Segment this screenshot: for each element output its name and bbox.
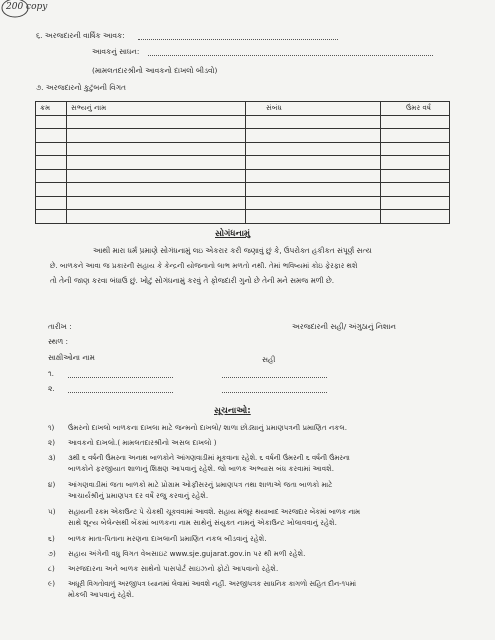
instruction-item: ૮) અરજદારના અને બાળક સાથેનો પાસપોર્ટ સાઇઝનો ફોટો આપવાનો રહેશે. [48, 564, 279, 573]
place-label: સ્થળ : [48, 337, 68, 346]
stamp-text: 200 copy [6, 2, 48, 12]
instruction-item: ૪) આંગણવાડીમાં જતા બાળકો માટે પ્રોગ્રામ ઓફીસરનું પ્રમાણપત્ર તથા શાળાએ જતા બાળકો માટે આચાર્યશ્રીનું પ્રમાણપત્ર દર વર્ષે રજુ કરવાનું રહેશે. [48, 480, 333, 500]
oath-heading: સોગંધનામું [215, 229, 251, 239]
stamp-circle-icon [0, 0, 30, 20]
income-source-label: આવકનું સાધન: [92, 47, 140, 56]
table-row [36, 115, 450, 129]
table-row [36, 142, 450, 156]
table-row [36, 210, 450, 224]
table-row [36, 129, 450, 143]
table-row [36, 196, 450, 210]
applicant-signature-label: અરજદારની સહી/ અંગુઠાનું નિશાન [292, 322, 396, 331]
witness-label: સાક્ષીઓના નામ [48, 353, 95, 362]
section7-title: ૭. અરજદારનો કુટુંબની વિગત [36, 83, 126, 92]
table-header-row [36, 102, 450, 116]
oath-para-line3: તો તેની જાણ કરવા બંધાઉ છું. ખોટું સોગંધનામું કરવું તે ફોજદારી ગુનો છે તેની મને સમજ મળી છે. [50, 276, 335, 285]
instruction-item: ૫) સહાયની રકમ એકાઉન્ટ પે ચેકથી ચૂકવવામાં આવશે. સહાય મંજૂર થયાબાદ અરજદાર બેંકમાં બાળક નામ સાથે શૂન્ય બેલેન્સથી બેંકમાં બાળકના નામ સાથેનું સંયુક્ત નામનું એકાઉન્ટ ખોલાવવાનું રહેશે. [48, 507, 361, 527]
income-source-line [148, 55, 433, 56]
col-serial: ક્રમ [36, 102, 67, 116]
witness2-label: ૨. [48, 384, 55, 393]
instruction-item: ૯) અધૂરી વિગતોવાળું અરજીપત્ર ધ્યાનમાં લેવામાં આવશે નહીં. અરજીપત્રક સાધનિક કાગળો સહિત દીન-૧૫માં મોકલી આપવાનું રહેશે. [48, 579, 357, 599]
income-note: (મામલતદારશ્રીનો આવકનો દાખલો બીડવો) [92, 66, 218, 75]
witness2-sign-line [222, 392, 327, 393]
col-relation: સંબંધ [246, 102, 381, 116]
table-row [36, 156, 450, 170]
instruction-item: ૩) ૩થી ૬ વર્ષની ઉંમરના અનાથ બાળકોને આંગણવાડીમાં મૂકવાના રહેશે. ૬ વર્ષની ઉંમરની ૬ વર્ષની ઉંમરના બાળકોને ફરજીયાત શાળાનું શિક્ષણ આપવાનું રહેશે. જો બાળક અભ્યાસ બંધ કરવામાં આવશે. [48, 453, 350, 473]
oath-para-line1: આથી મારા ધર્મ પ્રમાણે સોગંધનામું લઇ એકરાર કરી જણાવું છું કે, ઉપરોક્ત હકીકત સંપૂર્ણ સત્ય [93, 246, 372, 255]
family-details-table [35, 101, 450, 224]
witness1-sign-line [222, 377, 327, 378]
date-label: તારીખ : [48, 322, 72, 331]
instruction-item: ૨) આવકનો દાખલો.( મામલતદારશ્રીનો અસલ દાખલો ) [48, 438, 217, 447]
table-row [36, 169, 450, 183]
witness1-label: ૧. [48, 369, 54, 378]
witness1-name-line [68, 377, 173, 378]
oath-para-line2: છે. બાળકને આવા જ પ્રકારની સહાય કે કેન્દ્રની યોજનાનો લાભ મળતો નથી. તેમાં ભવિષ્યમાં કોઇ ફેરફાર થશે [50, 261, 358, 270]
instructions-heading: સૂચનાઓ: [214, 406, 251, 416]
col-age: ઉંમર વર્ષ [381, 102, 450, 116]
table-row [36, 183, 450, 197]
instruction-item: ૧) ઉંમરનો દાખલો બાળકના દાખલા માટે જન્મનો દાખલો/ શાળા છોડ્યાનું પ્રમાણપત્રની પ્રમાણિત નકલ. [48, 423, 348, 432]
instruction-item: ૭) સહાય અંગેની વધુ વિગત વેબસાઇટ www.sje.gujarat.gov.in પર થી મળી રહેશે. [48, 549, 306, 558]
sign-label: સહી [262, 355, 276, 364]
annual-income-line [138, 39, 338, 40]
col-member-name: સભ્યનું નામ [67, 102, 246, 116]
witness2-name-line [68, 392, 173, 393]
instruction-item: ૬) બાળક માતા-પિતાના મરણના દાખલાની પ્રમાણિત નકલ બીડવાનું રહેશે. [48, 534, 267, 543]
section6-title: ૬. અરજદારની વાર્ષિક આવક: [36, 31, 125, 40]
